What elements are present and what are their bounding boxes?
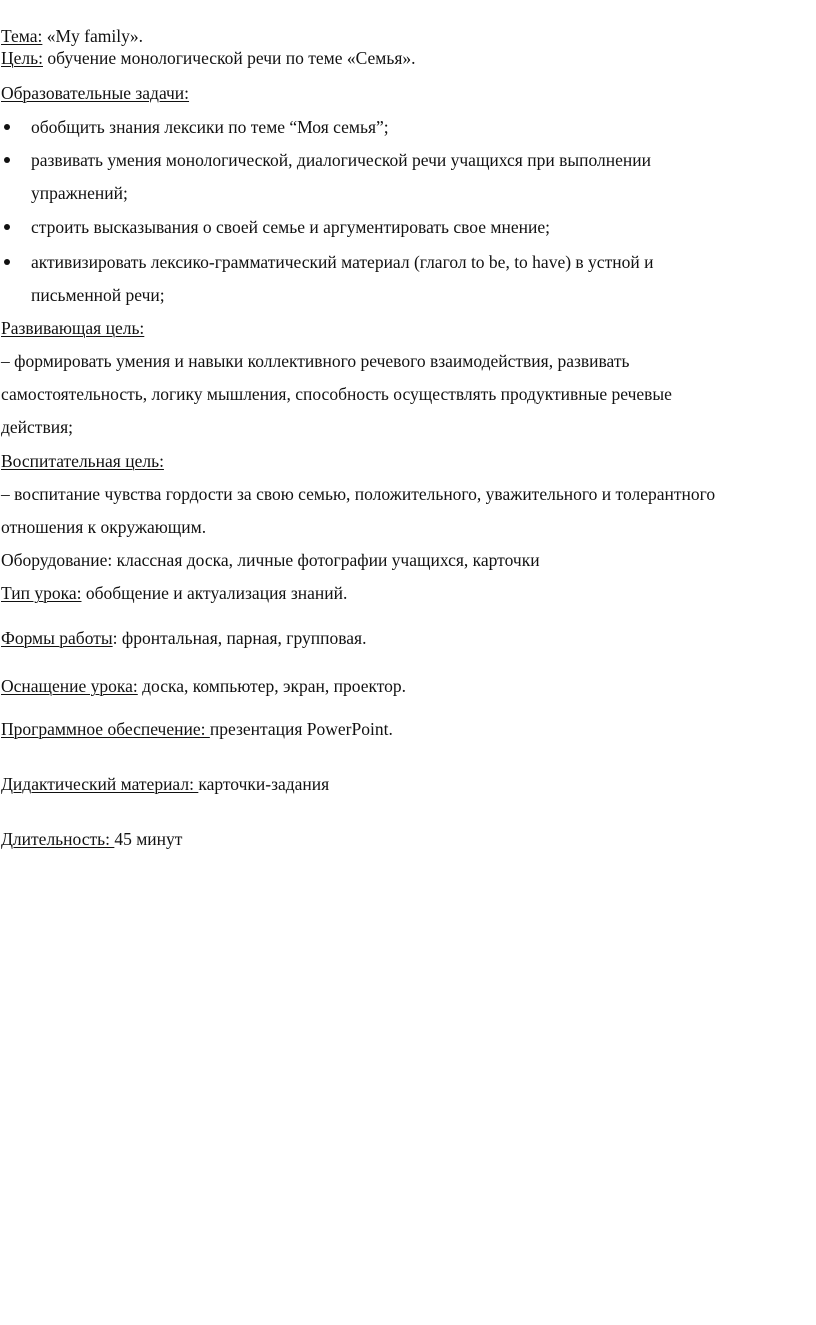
didactic-line xyxy=(1,773,329,795)
educational-item-continuation: письменной речи; xyxy=(31,285,165,305)
didactic-value: карточки-задания xyxy=(198,774,330,794)
educational-heading-text: Образовательные задачи: xyxy=(1,83,190,103)
bullet-icon xyxy=(4,124,10,130)
didactic-label: Дидактический материал: xyxy=(1,774,199,794)
bullet-icon xyxy=(4,224,10,230)
developing-line: самостоятельность, логику мышления, способность осуществлять продуктивные речевые xyxy=(1,384,672,404)
work-forms-value: : фронтальная, парная, групповая. xyxy=(112,628,367,648)
work-forms-line xyxy=(1,627,366,649)
software-label: Программное обеспечение: xyxy=(1,719,210,739)
topic-value: «My family». xyxy=(42,26,143,46)
lesson-type-line xyxy=(1,582,347,604)
upbringing-line: отношения к окружающим. xyxy=(1,517,207,537)
software-value: презентация PowerPoint. xyxy=(209,719,393,739)
developing-line: – формировать умения и навыки коллективного речевого взаимодействия, развивать xyxy=(1,351,630,371)
goal-line xyxy=(1,47,416,69)
lesson-equipment-value: доска, компьютер, экран, проектор. xyxy=(137,676,407,696)
upbringing-heading xyxy=(1,450,164,472)
developing-heading xyxy=(1,317,144,339)
goal-value: обучение монологической речи по теме «Семья». xyxy=(42,48,416,68)
upbringing-heading-text: Воспитательная цель: xyxy=(1,451,164,471)
bullet-icon xyxy=(4,157,10,163)
lesson-equipment-line xyxy=(1,675,406,697)
lesson-type-value: обобщение и актуализация знаний. xyxy=(81,583,348,603)
educational-item-text: обобщить знания лексики по теме “Моя семья”; xyxy=(31,117,389,137)
educational-item-text: развивать умения монологической, диалогической речи учащихся при выполнении xyxy=(31,150,651,170)
software-line xyxy=(1,718,393,740)
lesson-type-label: Тип урока: xyxy=(1,583,82,603)
topic-line xyxy=(1,25,143,47)
work-forms-label: Формы работы xyxy=(1,628,113,648)
topic-label: Тема: xyxy=(1,26,43,46)
developing-line: действия; xyxy=(1,417,73,437)
educational-item-text: строить высказывания о своей семье и аргументировать свое мнение; xyxy=(31,217,550,237)
equipment-line: Оборудование: классная доска, личные фотографии учащихся, карточки xyxy=(1,550,540,570)
duration-line xyxy=(1,828,182,850)
lesson-equipment-label: Оснащение урока: xyxy=(1,676,138,696)
educational-heading xyxy=(1,82,189,104)
bullet-icon xyxy=(4,259,10,265)
developing-heading-text: Развивающая цель: xyxy=(1,318,145,338)
educational-item-text: активизировать лексико-грамматический материал (глагол to be, to have) в устной и xyxy=(31,252,654,272)
goal-label: Цель: xyxy=(1,48,43,68)
educational-item-continuation: упражнений; xyxy=(31,183,128,203)
duration-label: Длительность: xyxy=(1,829,115,849)
upbringing-line: – воспитание чувства гордости за свою семью, положительного, уважительного и толерантного xyxy=(1,484,716,504)
duration-value: 45 минут xyxy=(114,829,183,849)
